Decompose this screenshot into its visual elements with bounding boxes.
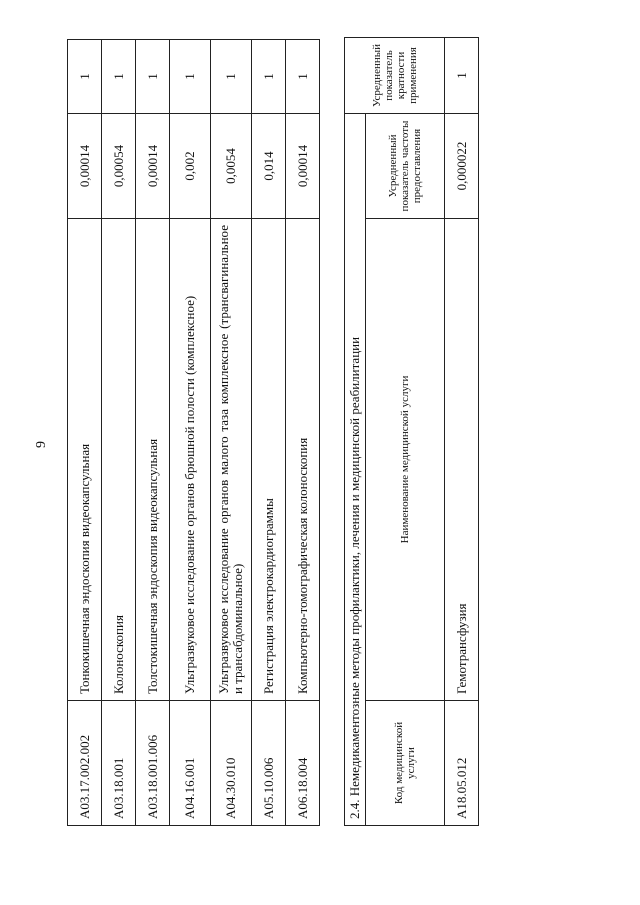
frequency-value: 0,014	[252, 114, 286, 219]
header-frequency: Усредненный показатель частоты предоставления	[366, 114, 445, 219]
table-row	[445, 37, 479, 825]
rotated-content	[67, 26, 479, 826]
service-code: A03.18.001.006	[136, 701, 170, 826]
header-multiplicity: Усредненный показатель кратности применения	[345, 37, 445, 113]
service-name: Регистрация электрокардиограммы	[252, 219, 286, 701]
services-table-body	[68, 40, 320, 826]
multiplicity-value: 1	[252, 40, 286, 114]
service-code: A05.10.006	[252, 701, 286, 826]
frequency-value: 0,00054	[102, 114, 136, 219]
service-code: A06.18.004	[286, 701, 320, 826]
frequency-value: 0,00014	[68, 114, 102, 219]
multiplicity-value: 1	[286, 40, 320, 114]
service-name: Ультразвуковое исследование органов малого таза комплексное (трансвагинальное и трансабдоминальное)	[211, 219, 252, 701]
table-row	[102, 40, 136, 826]
table-header-row	[366, 37, 445, 825]
service-name: Гемотрансфузия	[445, 219, 479, 701]
service-name: Ультразвуковое исследование органов брюшной полости (комплексное)	[170, 219, 211, 701]
service-name: Толстокишечная эндоскопия видеокапсульная	[136, 219, 170, 701]
service-name: Тонкокишечная эндоскопия видеокапсульная	[68, 219, 102, 701]
table-row	[170, 40, 211, 826]
table-row	[252, 40, 286, 826]
frequency-value: 0,00014	[136, 114, 170, 219]
services-table	[67, 39, 320, 826]
frequency-value: 0,0054	[211, 114, 252, 219]
section-title: 2.4. Немедикаментозные методы профилактики, лечения и медицинской реабилитации	[345, 114, 366, 826]
service-name: Компьютерно-томографическая колоноскопия	[286, 219, 320, 701]
frequency-value: 0,00014	[286, 114, 320, 219]
table-row	[211, 40, 252, 826]
service-name: Колоноскопия	[102, 219, 136, 701]
service-code: A18.05.012	[445, 701, 479, 826]
rehab-methods-table	[344, 37, 479, 826]
section-title-row	[345, 37, 366, 825]
header-code: Код медицинской услуги	[366, 701, 445, 826]
table-row	[136, 40, 170, 826]
multiplicity-value: 1	[445, 37, 479, 113]
service-code: A03.18.001	[102, 701, 136, 826]
frequency-value: 0,002	[170, 114, 211, 219]
frequency-value: 0,000022	[445, 114, 479, 219]
multiplicity-value: 1	[170, 40, 211, 114]
service-code: A04.16.001	[170, 701, 211, 826]
multiplicity-value: 1	[102, 40, 136, 114]
multiplicity-value: 1	[136, 40, 170, 114]
service-code: A03.17.002.002	[68, 701, 102, 826]
multiplicity-value: 1	[211, 40, 252, 114]
table-row	[68, 40, 102, 826]
page-number: 9	[34, 441, 49, 448]
header-name: Наименование медицинской услуги	[366, 219, 445, 701]
service-code: A04.30.010	[211, 701, 252, 826]
table-row	[286, 40, 320, 826]
multiplicity-value: 1	[68, 40, 102, 114]
